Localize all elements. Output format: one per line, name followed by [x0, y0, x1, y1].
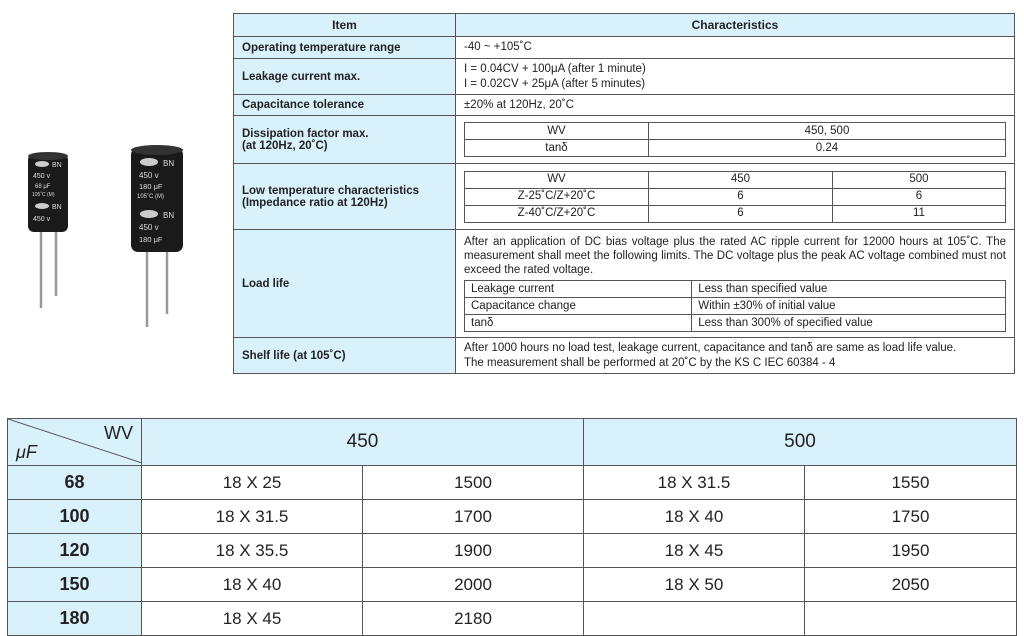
item-shelf-life: Shelf life (at 105˚C): [234, 338, 456, 374]
capacitor-image-large: [127, 142, 187, 332]
cap-large-voltage-2: 450 v: [139, 223, 159, 232]
size-cell: 18 X 40: [142, 568, 363, 602]
size-cell: 18 X 40: [584, 500, 805, 534]
header-item: Item: [234, 14, 456, 37]
size-cell: 18 X 45: [584, 534, 805, 568]
item-leakage-current: Leakage current max.: [234, 59, 456, 95]
item-low-temp: Low temperature characteristics: [242, 184, 420, 197]
table-row: [8, 466, 1017, 500]
size-cell: [584, 602, 805, 636]
cap-large-temp: 105˚C (M): [137, 194, 165, 200]
ripple-cell: 1950: [805, 534, 1017, 568]
item-operating-temp: Operating temperature range: [234, 37, 456, 59]
uf-cell: 68: [8, 466, 142, 500]
table-corner: [8, 419, 142, 466]
group-header-450: 450: [142, 419, 584, 466]
size-cell: 18 X 45: [142, 602, 363, 636]
load-life-text: After an application of DC bias voltage plus the rated AC ripple current for 12000 hours at 105˚C. The measurement shall meet the following limits. The DC voltage plus the peak AC voltage combined must not exceed the rated voltage.: [464, 236, 1006, 276]
ll-row2-value: Within ±30% of initial value: [692, 298, 1006, 315]
size-cell: 18 X 35.5: [142, 534, 363, 568]
size-cell: 18 X 31.5: [584, 466, 805, 500]
uf-cell: 100: [8, 500, 142, 534]
ripple-cell: 2180: [363, 602, 584, 636]
df-table: [464, 122, 1006, 157]
table-row: [8, 534, 1017, 568]
cap-small-temp: 105˚C (M): [32, 192, 55, 198]
ripple-cell: 2000: [363, 568, 584, 602]
ripple-cell: 1750: [805, 500, 1017, 534]
lt-wv-label: WV: [465, 171, 649, 188]
uf-cell: 150: [8, 568, 142, 602]
ll-row2-label: Capacitance change: [465, 298, 692, 315]
shelf-line-2: The measurement shall be performed at 20˚C by the KS C IEC 60384 - 4: [464, 356, 836, 369]
capacitor-image-small: [24, 148, 74, 313]
size-cell: 18 X 50: [584, 568, 805, 602]
ripple-cell: 2050: [805, 568, 1017, 602]
uf-cell: 180: [8, 602, 142, 636]
size-ripple-table: [7, 418, 1017, 636]
size-cell: 18 X 25: [142, 466, 363, 500]
ll-row3-label: tanδ: [465, 315, 692, 332]
cap-small-brand-1: BN: [52, 162, 62, 169]
size-cell: 18 X 31.5: [142, 500, 363, 534]
cap-small-brand-2: BN: [52, 204, 62, 211]
cap-small-voltage-2: 450 v: [33, 216, 51, 223]
value-operating-temp: -40 ~ +105˚C: [456, 37, 1015, 59]
cap-large-brand-2: BN: [163, 211, 175, 220]
df-wv-value: 450, 500: [648, 123, 1005, 140]
ll-row1-value: Less than specified value: [692, 281, 1006, 298]
item-dissipation-factor: Dissipation factor max.: [242, 127, 369, 140]
leakage-line-1: I = 0.04CV + 100μA (after 1 minute): [464, 62, 646, 75]
lt-row2-b: 11: [832, 205, 1005, 222]
df-tan-label: tanδ: [465, 140, 649, 157]
cap-large-capacitance: 180 μF: [139, 182, 163, 191]
item-low-temp-cond: (Impedance ratio at 120Hz): [242, 196, 388, 209]
load-life-table: [464, 280, 1006, 332]
low-temp-table: [464, 171, 1006, 223]
ll-row3-value: Less than 300% of specified value: [692, 315, 1006, 332]
table-row: [8, 602, 1017, 636]
cap-small-voltage: 450 v: [33, 173, 51, 180]
leakage-line-2: I = 0.02CV + 25μA (after 5 minutes): [464, 77, 646, 90]
lt-col-500: 500: [832, 171, 1005, 188]
table-row: [8, 500, 1017, 534]
corner-uf-label: μF: [16, 442, 37, 462]
df-tan-value: 0.24: [648, 140, 1005, 157]
item-dissipation-factor-cond: (at 120Hz, 20˚C): [242, 139, 328, 152]
group-header-500: 500: [584, 419, 1017, 466]
item-load-life: Load life: [234, 230, 456, 338]
cap-large-voltage: 450 v: [139, 171, 159, 180]
ripple-cell: 1550: [805, 466, 1017, 500]
ripple-cell: 1700: [363, 500, 584, 534]
cap-large-capacitance-2: 180 μF: [139, 235, 163, 244]
ripple-cell: 1900: [363, 534, 584, 568]
df-wv-label: WV: [465, 123, 649, 140]
shelf-line-1: After 1000 hours no load test, leakage current, capacitance and tanδ are same as load life value.: [464, 341, 957, 354]
value-capacitance-tolerance: ±20% at 120Hz, 20˚C: [456, 95, 1015, 116]
ripple-cell: [805, 602, 1017, 636]
table-row: [8, 568, 1017, 602]
lt-row1-a: 6: [648, 188, 832, 205]
uf-cell: 120: [8, 534, 142, 568]
lt-row2-a: 6: [648, 205, 832, 222]
lt-row2-label: Z-40˚C/Z+20˚C: [465, 205, 649, 222]
cap-small-capacitance: 68 μF: [35, 184, 51, 190]
corner-wv-label: WV: [104, 423, 133, 443]
lt-col-450: 450: [648, 171, 832, 188]
cap-large-brand-1: BN: [163, 159, 175, 168]
lt-row1-b: 6: [832, 188, 1005, 205]
lt-row1-label: Z-25˚C/Z+20˚C: [465, 188, 649, 205]
ll-row1-label: Leakage current: [465, 281, 692, 298]
header-characteristics: Characteristics: [456, 14, 1015, 37]
ripple-cell: 1500: [363, 466, 584, 500]
item-capacitance-tolerance: Capacitance tolerance: [234, 95, 456, 116]
specification-table: [233, 13, 1015, 374]
